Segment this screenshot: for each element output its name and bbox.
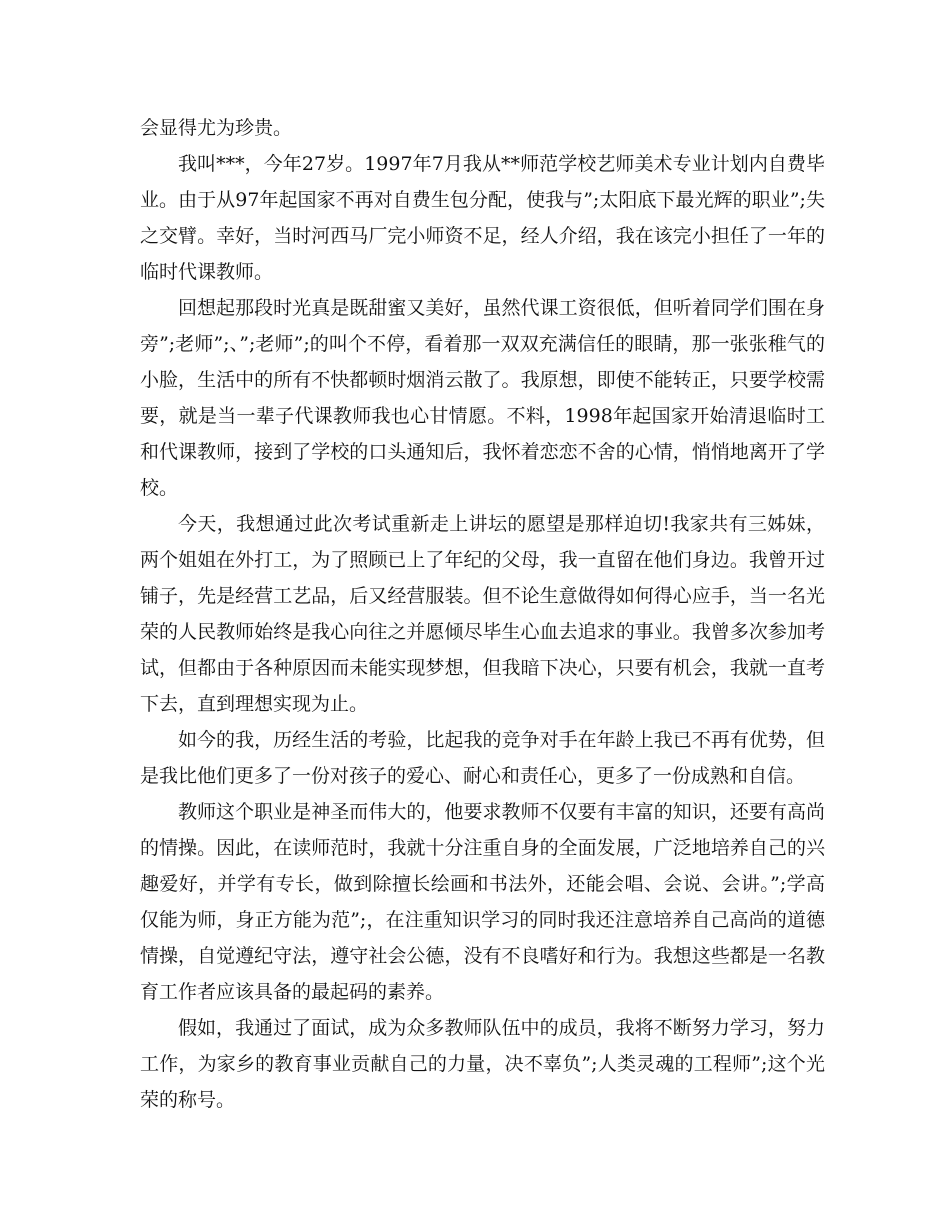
paragraph-present: 如今的我，历经生活的考验，比起我的竞争对手在年龄上我已不再有优势，但是我比他们更多了一份对孩子的爱心、耐心和责任心，更多了一份成熟和自信。 xyxy=(140,729,825,787)
paragraph-memories: 回想起那段时光真是既甜蜜又美好，虽然代课工资很低，但听着同学们围在身旁”;老师”;、”;老师”;的叫个不停，看着那一双双充满信任的眼睛，那一张张稚气的小脸，生活中的所有不快都顿时烟消云散了。我原想，即使不能转正，只要学校需要，就是当一辈子代课教师我也心甘情愿。不料，1998年起国家开始清退临时工和代课教师，接到了学校的口头通知后，我怀着恋恋不舍的心情，悄悄地离开了学校。 xyxy=(140,297,825,499)
paragraph-continuation: 会显得尤为珍贵。 xyxy=(140,117,293,139)
paragraph-conclusion: 假如，我通过了面试，成为众多教师队伍中的成员，我将不断努力学习，努力工作，为家乡的教育事业贡献自己的力量，决不辜负”;人类灵魂的工程师”;这个光荣的称号。 xyxy=(140,1017,825,1111)
paragraph-teaching-profession: 教师这个职业是神圣而伟大的，他要求教师不仅要有丰富的知识，还要有高尚的情操。因此，在读师范时，我就十分注重自身的全面发展，广泛地培养自己的兴趣爱好，并学有专长，做到除擅长绘画和书法外，还能会唱、会说、会讲。”;学高仅能为师，身正方能为范”;，在注重知识学习的同时我还注意培养自己高尚的道德情操，自觉遵纪守法，遵守社会公德，没有不良嗜好和行为。我想这些都是一名教育工作者应该具备的最起码的素养。 xyxy=(140,801,825,1003)
paragraph-introduction: 我叫***，今年27岁。1997年7月我从**师范学校艺师美术专业计划内自费毕业。由于从97年起国家不再对自费生包分配，使我与”;太阳底下最光辉的职业”;失之交臂。幸好，当时河西马厂完小师资不足，经人介绍，我在该完小担任了一年的临时代课教师。 xyxy=(140,153,825,283)
paragraph-aspiration: 今天，我想通过此次考试重新走上讲坛的愿望是那样迫切!我家共有三姊妹，两个姐姐在外打工，为了照顾已上了年纪的父母，我一直留在他们身边。我曾开过铺子，先是经营工艺品，后又经营服装。但不论生意做得如何得心应手，当一名光荣的人民教师始终是我心向往之并愿倾尽毕生心血去追求的事业。我曾多次参加考试，但都由于各种原因而未能实现梦想，但我暗下决心，只要有机会，我就一直考下去，直到理想实现为止。 xyxy=(140,513,825,715)
document-page xyxy=(140,110,825,1118)
